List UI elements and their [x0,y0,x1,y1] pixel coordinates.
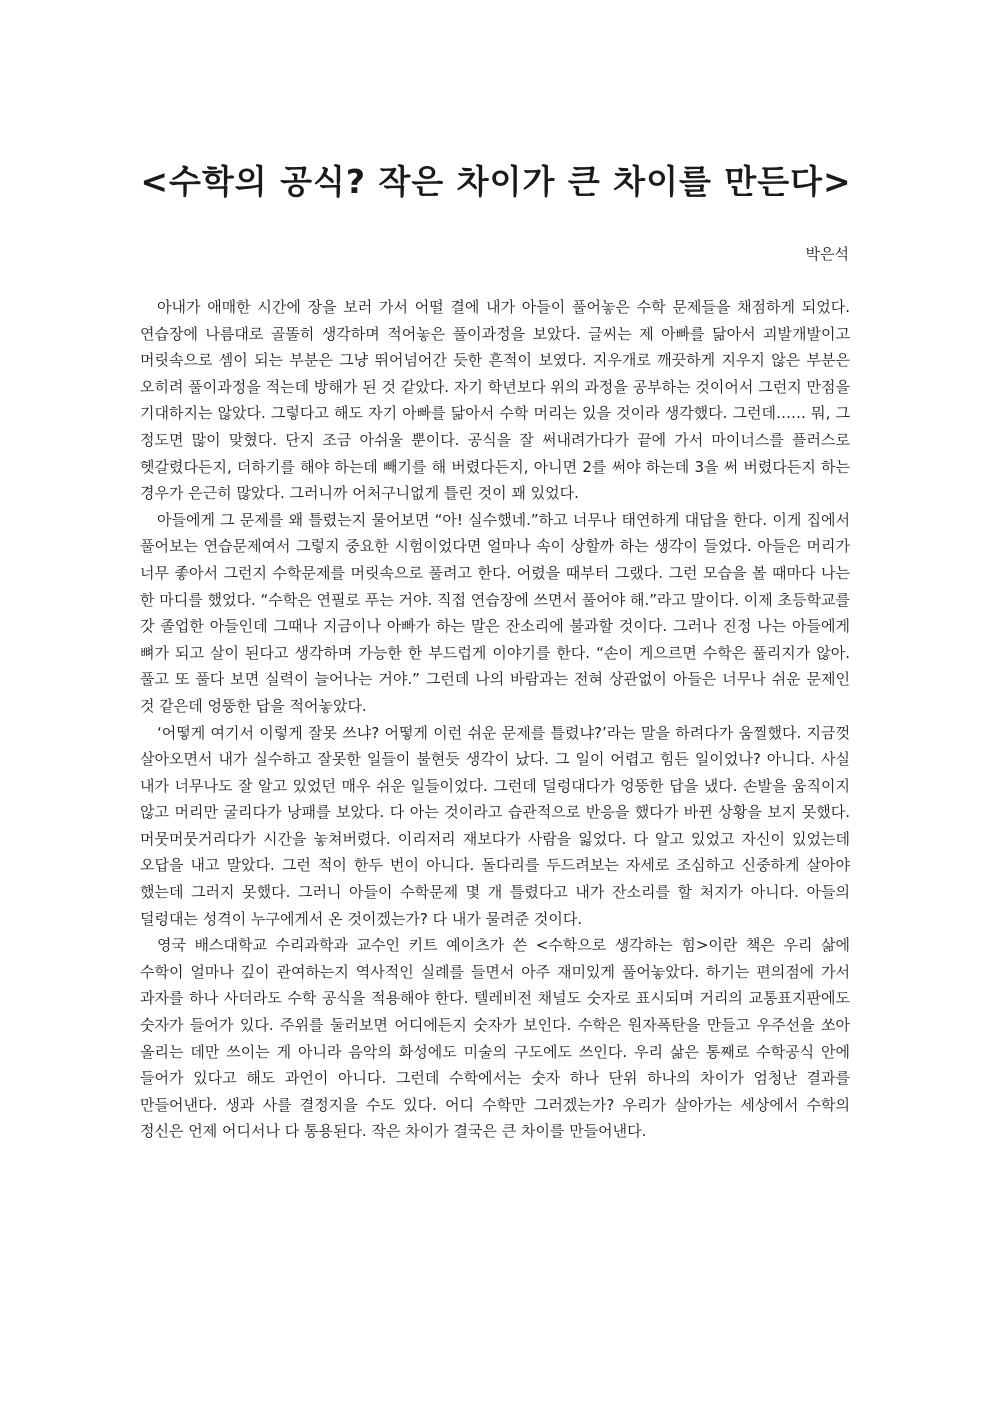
paragraph-4: 영국 배스대학교 수리과학과 교수인 키트 예이츠가 쓴 <수학으로 생각하는 힘>이란 책은 우리 삶에 수학이 얼마나 깊이 관여하는지 역사적인 실례를 들면서 아주 재미있게 풀어놓았다. 하기는 편의점에 가서 과자를 하나 사더라도 수학 공식을 적용해야 한다. 텔레비전 채널도 숫자로 표시되며 거리의 교통표지판에도 숫자가 들어가 있다. 주위를 둘러보면 어디에든지 숫자가 보인다. 수학은 원자폭탄을 만들고 우주선을 쏘아 올리는 데만 쓰이는 게 아니라 음악의 화성에도 미술의 구도에도 쓰인다. 우리 삶은 통째로 수학공식 안에 들어가 있다고 해도 과언이 아니다. 그런데 수학에서는 숫자 하나 단위 하나의 차이가 엄청난 결과를 만들어낸다. 생과 사를 결정지을 수도 있다. 어디 수학만 그러겠는가? 우리가 살아가는 세상에서 수학의 정신은 언제 어디서나 다 통용된다. 작은 차이가 결국은 큰 차이를 만들어낸다. [140,936,850,1141]
paragraph-1: 아내가 애매한 시간에 장을 보러 가서 어떨 결에 내가 아들이 풀어놓은 수학 문제들을 채점하게 되었다. 연습장에 나름대로 골똘히 생각하며 적어놓은 풀이과정을 보았다. 글씨는 제 아빠를 닮아서 괴발개발이고 머릿속으로 셈이 되는 부분은 그냥 뛰어넘어간 듯한 흔적이 보였다. 지우개로 깨끗하게 지우지 않은 부분은 오히려 풀이과정을 적는데 방해가 된 것 같았다. 자기 학년보다 위의 과정을 공부하는 것이어서 그런지 만점을 기대하지는 않았다. 그렇다고 해도 자기 아빠를 닮아서 수학 머리는 있을 것이라 생각했다. 그런데…… 뭐, 그 정도면 많이 맞혔다. 단지 조금 아쉬울 뿐이다. 공식을 잘 써내려가다가 끝에 가서 마이너스를 플러스로 헷갈렸다든지, 더하기를 해야 하는데 빼기를 해 버렸다든지, 아니면 2를 써야 하는데 3을 써 버렸다든지 하는 경우가 은근히 많았다. 그러니까 어처구니없게 틀린 것이 꽤 있었다. [140,298,850,503]
paragraph-2: 아들에게 그 문제를 왜 틀렸는지 물어보면 “아! 실수했네.”하고 너무나 태연하게 대답을 한다. 이게 집에서 풀어보는 연습문제여서 그렇지 중요한 시험이었다면 얼마나 속이 상할까 하는 생각이 들었다. 아들은 머리가 너무 좋아서 그런지 수학문제를 머릿속으로 풀려고 한다. 어렸을 때부터 그랬다. 그런 모습을 볼 때마다 나는 한 마디를 했었다. “수학은 연필로 푸는 거야. 직접 연습장에 쓰면서 풀어야 해.”라고 말이다. 이제 초등학교를 갓 졸업한 아들인데 그때나 지금이나 아빠가 하는 말은 잔소리에 불과할 것이다. 그러나 진정 나는 아들에게 뼈가 되고 살이 된다고 생각하며 가능한 한 부드럽게 이야기를 한다. “손이 게으르면 수학은 풀리지가 않아. 풀고 또 풀다 보면 실력이 늘어나는 거야.” 그런데 나의 바람과는 전혀 상관없이 아들은 너무나 쉬운 문제인 것 같은데 엉뚱한 답을 적어놓았다. [140,510,850,715]
paragraph-3: ‘어떻게 여기서 이렇게 잘못 쓰냐? 어떻게 이런 쉬운 문제를 틀렸냐?’라는 말을 하려다가 움찔했다. 지금껏 살아오면서 내가 실수하고 잘못한 일들이 불현듯 생각이 났다. 그 일이 어렵고 힘든 일이었나? 아니다. 사실 내가 너무나도 잘 알고 있었던 매우 쉬운 일들이었다. 그런데 덜렁대다가 엉뚱한 답을 냈다. 손발을 움직이지 않고 머리만 굴리다가 낭패를 보았다. 다 아는 것이라고 습관적으로 반응을 했다가 바뀐 상황을 보지 못했다. 머뭇머뭇거리다가 시간을 놓쳐버렸다. 이리저리 재보다가 사람을 잃었다. 다 알고 있었고 자신이 있었는데 오답을 내고 말았다. 그런 적이 한두 번이 아니다. 돌다리를 두드려보는 자세로 조심하고 신중하게 살아야 했는데 그러지 못했다. 그러니 아들이 수학문제 몇 개 틀렸다고 내가 잔소리를 할 처지가 아니다. 아들의 덜렁대는 성격이 누구에게서 온 것이겠는가? 다 내가 물려준 것이다. [140,723,850,928]
author-name: 박은석 [805,245,849,263]
article-body [140,294,850,1145]
document-title: <수학의 공식? 작은 차이가 큰 차이를 만든다> [140,162,852,201]
